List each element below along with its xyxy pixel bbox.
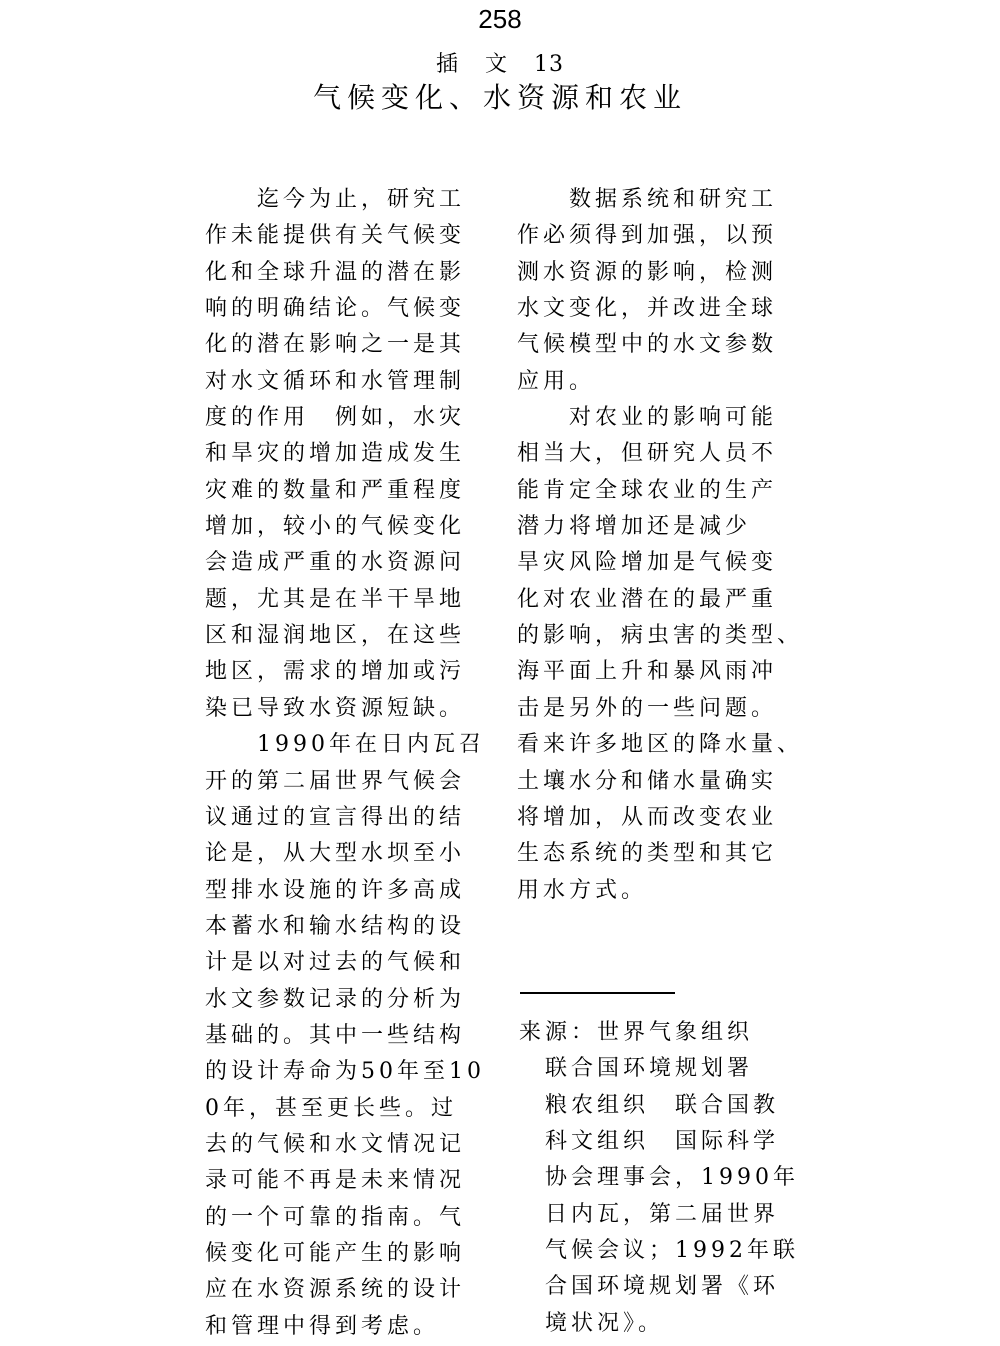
box-label bbox=[0, 50, 1000, 80]
page-number: 258 bbox=[478, 4, 522, 34]
text-line: 去的气候和水文情况记 bbox=[205, 1131, 466, 1157]
text-line: 和管理中得到考虑。 bbox=[205, 1313, 440, 1339]
text-line: 候变化可能产生的影响 bbox=[205, 1240, 466, 1266]
text-line: 会造成严重的水资源问 bbox=[205, 550, 466, 576]
text-line: 议通过的宣言得出的结 bbox=[205, 804, 466, 830]
text-line: 录可能不再是未来情况 bbox=[205, 1168, 466, 1194]
source-line: 气候会议；1992年联 bbox=[545, 1238, 799, 1264]
text-line: 和旱灾的增加造成发生 bbox=[205, 441, 466, 467]
text-line: 数据系统和研究工 bbox=[517, 187, 778, 212]
text-line: 气候模型中的水文参数 bbox=[517, 332, 778, 358]
text-line: 击是另外的一些问题。 bbox=[517, 695, 778, 721]
text-line: 水文变化，并改进全球 bbox=[517, 296, 778, 322]
text-line: 响的明确结论。气候变 bbox=[205, 296, 466, 322]
text-line: 地区，需求的增加或污 bbox=[205, 659, 466, 685]
box-number: 13 bbox=[534, 52, 565, 77]
text-line: 生态系统的类型和其它 bbox=[517, 841, 778, 867]
text-line: 基础的。其中一些结构 bbox=[205, 1022, 466, 1048]
text-line: 本蓄水和输水结构的设 bbox=[205, 913, 466, 939]
text-line: 区和湿润地区，在这些 bbox=[205, 623, 466, 649]
text-line: 化和全球升温的潜在影 bbox=[205, 259, 466, 285]
source-note bbox=[519, 1015, 799, 1342]
text-line: 潜力将增加还是减少 bbox=[517, 514, 752, 540]
source-line: 粮农组织 联合国教 bbox=[545, 1092, 780, 1118]
text-line: 化对农业潜在的最严重 bbox=[517, 586, 778, 612]
text-line: 增加，较小的气候变化 bbox=[205, 514, 466, 540]
text-line: 水文参数记录的分析为 bbox=[205, 986, 466, 1012]
text-line: 染已导致水资源短缺。 bbox=[205, 695, 466, 721]
text-line: 土壤水分和储水量确实 bbox=[517, 768, 778, 794]
left-column bbox=[205, 182, 485, 1345]
text-line: 型排水设施的许多高成 bbox=[205, 877, 466, 903]
text-line: 旱灾风险增加是气候变 bbox=[517, 550, 778, 576]
source-line: 联合国环境规划署 bbox=[545, 1056, 754, 1082]
box-title: 气候变化、水资源和农业 bbox=[312, 81, 687, 114]
text-line: 相当大，但研究人员不 bbox=[517, 441, 778, 467]
text-line: 开的第二届世界气候会 bbox=[205, 768, 466, 794]
source-line: 境状况》。 bbox=[545, 1310, 665, 1336]
text-line: 对农业的影响可能 bbox=[517, 405, 778, 431]
text-line: 作必须得到加强，以预 bbox=[517, 223, 778, 249]
text-line: 海平面上升和暴风雨冲 bbox=[517, 659, 778, 685]
text-line: 的影响，病虫害的类型、 bbox=[517, 623, 804, 649]
text-line: 论是，从大型水坝至小 bbox=[205, 841, 466, 867]
text-line: 应用。 bbox=[517, 368, 596, 394]
text-line: 灾难的数量和严重程度 bbox=[205, 477, 466, 503]
text-line: 应在水资源系统的设计 bbox=[205, 1277, 466, 1303]
text-line: 作未能提供有关气候变 bbox=[205, 223, 466, 249]
source-line: 科文组织 国际科学 bbox=[545, 1129, 780, 1155]
box-label-word-1: 插 bbox=[435, 52, 459, 77]
text-line: 1990年在日内瓦召 bbox=[205, 732, 485, 758]
text-line: 的设计寿命为50年至10 bbox=[205, 1059, 485, 1085]
source-line: 来源：世界气象组织 bbox=[519, 1020, 754, 1045]
text-line: 的一个可靠的指南。气 bbox=[205, 1204, 466, 1230]
text-line: 度的作用 例如，水灾 bbox=[205, 405, 466, 431]
text-line: 对水文循环和水管理制 bbox=[205, 368, 466, 394]
text-line: 迄今为止，研究工 bbox=[205, 187, 466, 212]
text-line: 0年，甚至更长些。过 bbox=[205, 1095, 457, 1121]
source-line: 协会理事会，1990年 bbox=[545, 1165, 799, 1191]
source-line: 日内瓦，第二届世界 bbox=[545, 1201, 780, 1227]
text-line: 能肯定全球农业的生产 bbox=[517, 477, 778, 503]
source-line: 合国环境规划署《环 bbox=[545, 1274, 780, 1300]
text-line: 题，尤其是在半干旱地 bbox=[205, 586, 466, 612]
text-line: 测水资源的影响，检测 bbox=[517, 259, 778, 285]
text-line: 用水方式。 bbox=[517, 877, 648, 903]
text-line: 化的潜在影响之一是其 bbox=[205, 332, 466, 358]
box-label-word-2: 文 bbox=[485, 52, 509, 77]
text-line: 将增加，从而改变农业 bbox=[517, 804, 778, 830]
text-line: 看来许多地区的降水量、 bbox=[517, 732, 804, 758]
text-line: 计是以对过去的气候和 bbox=[205, 950, 466, 976]
right-column bbox=[517, 182, 804, 909]
source-divider bbox=[520, 992, 675, 994]
